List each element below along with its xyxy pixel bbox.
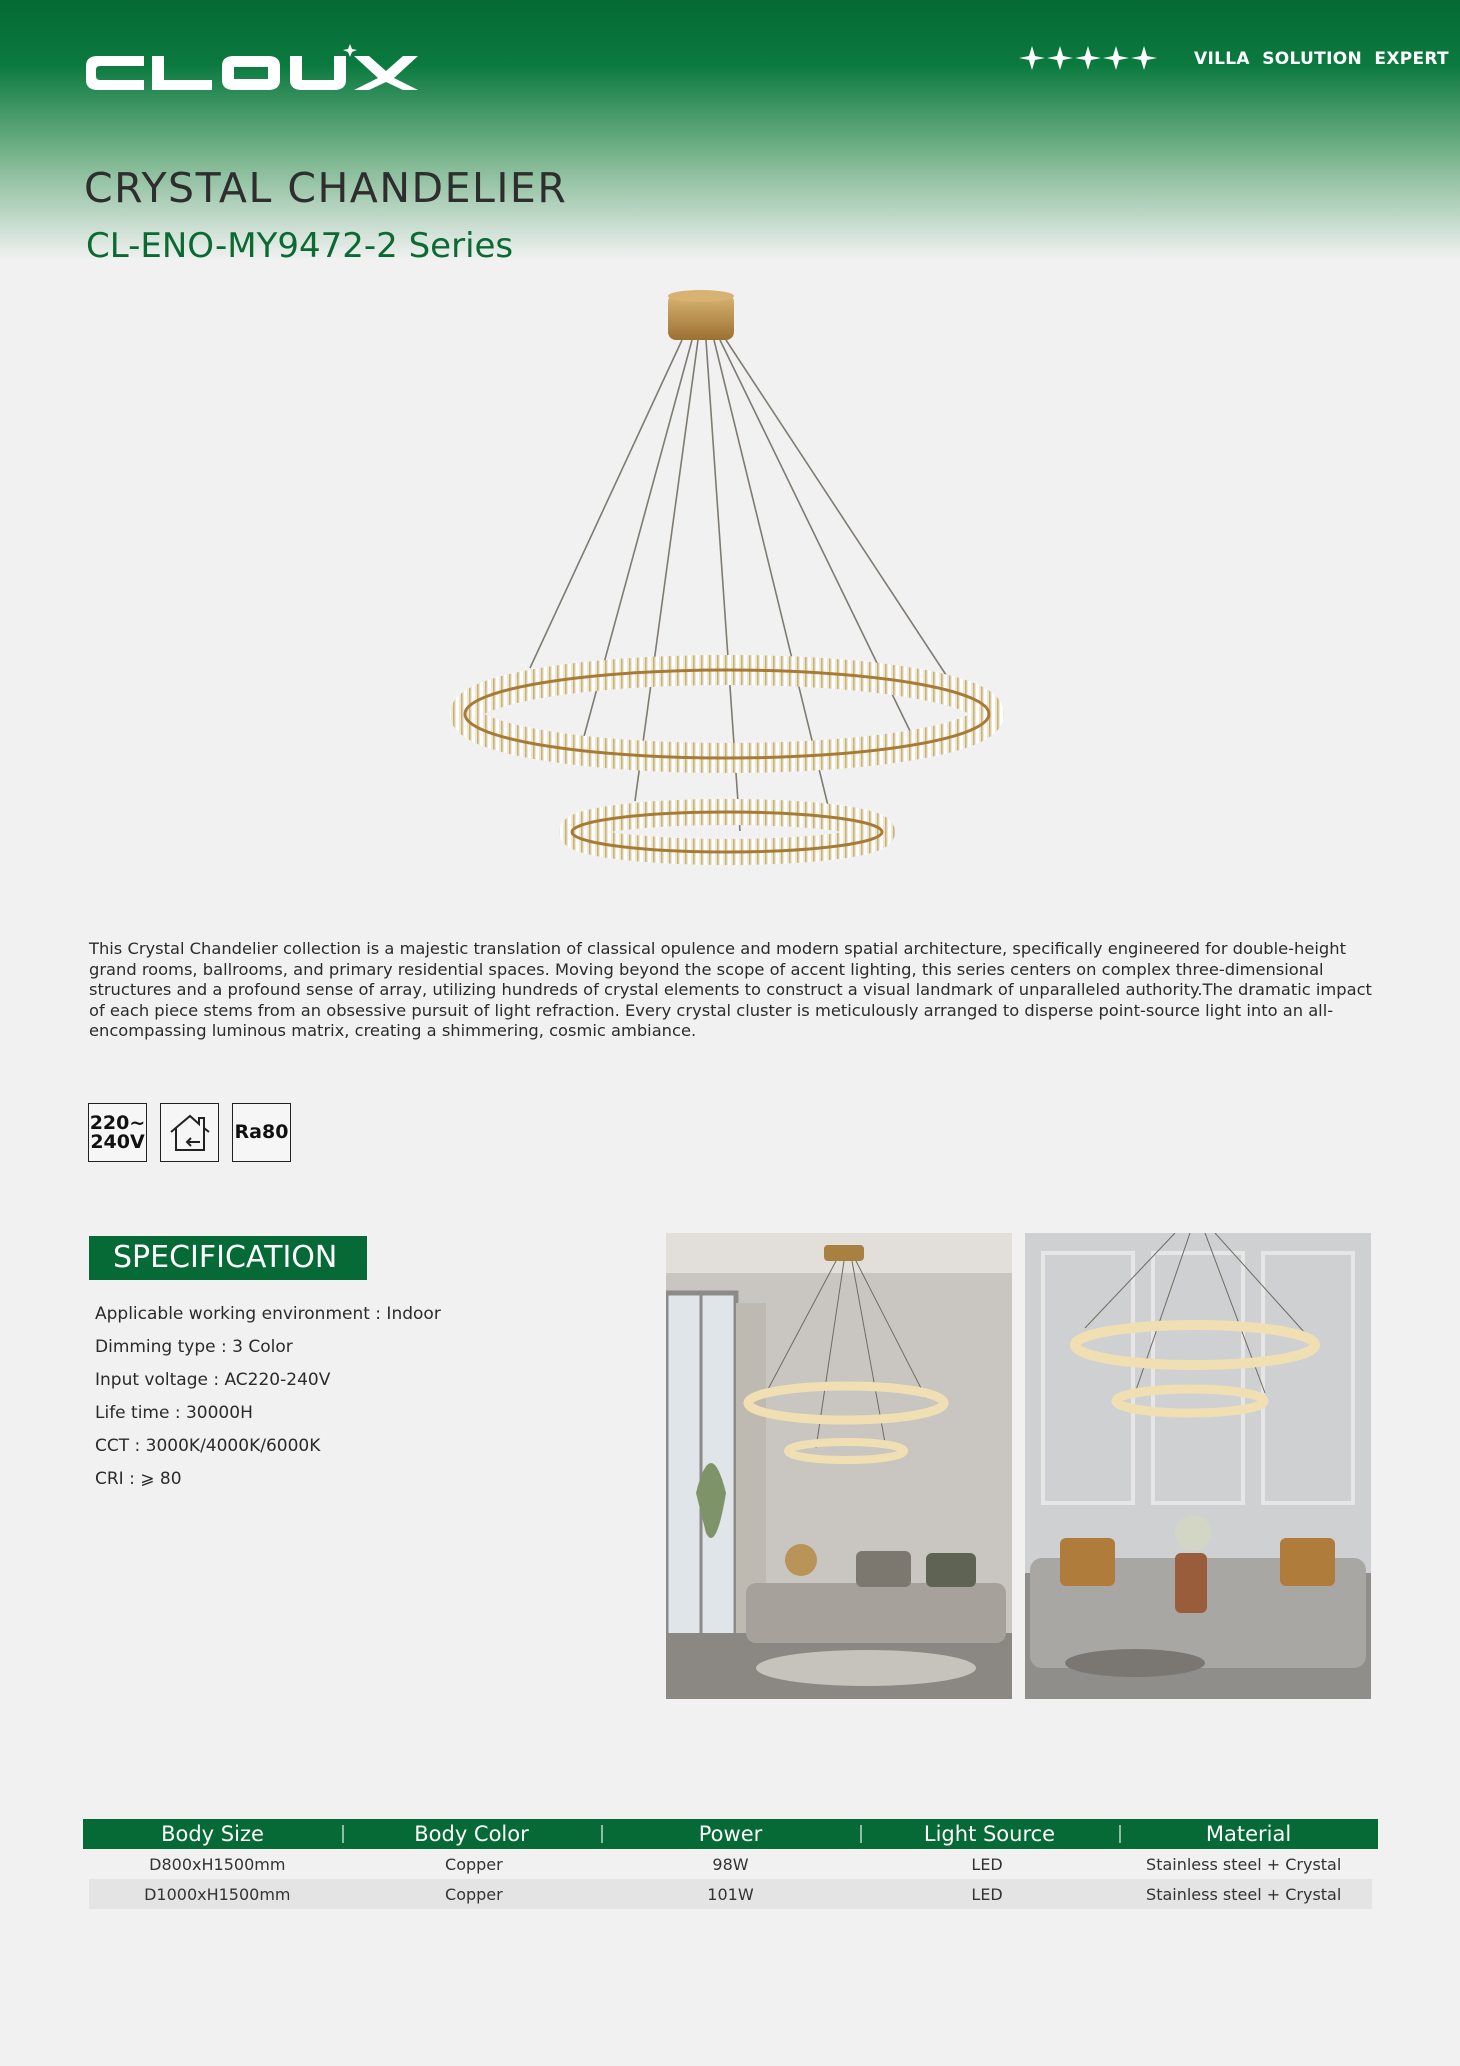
indoor-house-icon [160,1103,219,1162]
table-cell: 98W [712,1854,749,1874]
table-cell: 101W [707,1884,754,1904]
column-header-power: Power [601,1822,860,1846]
specification-list [95,1303,441,1501]
spec-item: Applicable working environment : Indoor [95,1304,441,1324]
column-header-body-size: Body Size [161,1822,264,1846]
product-title: CRYSTAL CHANDELIER [84,164,568,212]
product-series: CL-ENO-MY9472-2 Series [86,226,514,266]
cri-badge: Ra80 [232,1103,291,1162]
spec-item: Dimming type : 3 Color [95,1337,293,1357]
column-header-material: Material [1119,1822,1378,1846]
product-description: This Crystal Chandelier collection is a majestic translation of classical opulence and modern spatial architecture, specifically engineered for double-height grand rooms, ballrooms, and primary residential spaces. Moving beyond the scope of accent lighting, this series centers on complex three-dimensional structures and a profound sense of array, utilizing hundreds of crystal elements to construct a visual landmark of unparalleled authority.The dramatic impact of each piece stems from an obsessive pursuit of light refraction. Every crystal cluster is meticulously arranged to disperse point-source light into an all-encompassing luminous matrix, creating a shimmering, cosmic ambiance. [89,939,1372,1041]
living-room-photo-1 [666,1233,1012,1699]
table-cell: Stainless steel + Crystal [1146,1884,1342,1904]
voltage-line2: 240V [90,1130,145,1153]
specification-heading: SPECIFICATION [89,1236,367,1280]
table-cell: Stainless steel + Crystal [1146,1854,1342,1874]
table-cell: D1000xH1500mm [144,1884,291,1904]
table-row [89,1849,1372,1879]
living-room-photo-2 [1025,1233,1371,1699]
spec-item: CCT : 3000K/4000K/6000K [95,1436,321,1456]
voltage-badge [88,1103,147,1162]
column-header-body-color: Body Color [342,1822,601,1846]
table-row [89,1879,1372,1909]
rating-stars [1018,40,1160,76]
table-cell: Copper [445,1884,503,1904]
table-cell: LED [971,1854,1003,1874]
voltage-line1: 220~ [89,1111,146,1134]
house-arrow-icon [167,1112,213,1154]
table-cell: Copper [445,1854,503,1874]
brand-logo [82,40,437,102]
spec-item: Input voltage : AC220-240V [95,1370,331,1390]
table-cell: LED [971,1884,1003,1904]
feature-badges [88,1103,291,1165]
table-cell: D800xH1500mm [149,1854,286,1874]
chandelier-product-image [440,286,1020,886]
product-variants-table [83,1819,1378,1909]
brand-tagline: VILLA SOLUTION EXPERT [1194,49,1449,69]
table-header [83,1819,1378,1849]
spec-item: CRI : ⩾ 80 [95,1469,182,1489]
header-banner [0,0,1460,260]
column-header-light-source: Light Source [860,1822,1119,1846]
spec-item: Life time : 30000H [95,1403,253,1423]
